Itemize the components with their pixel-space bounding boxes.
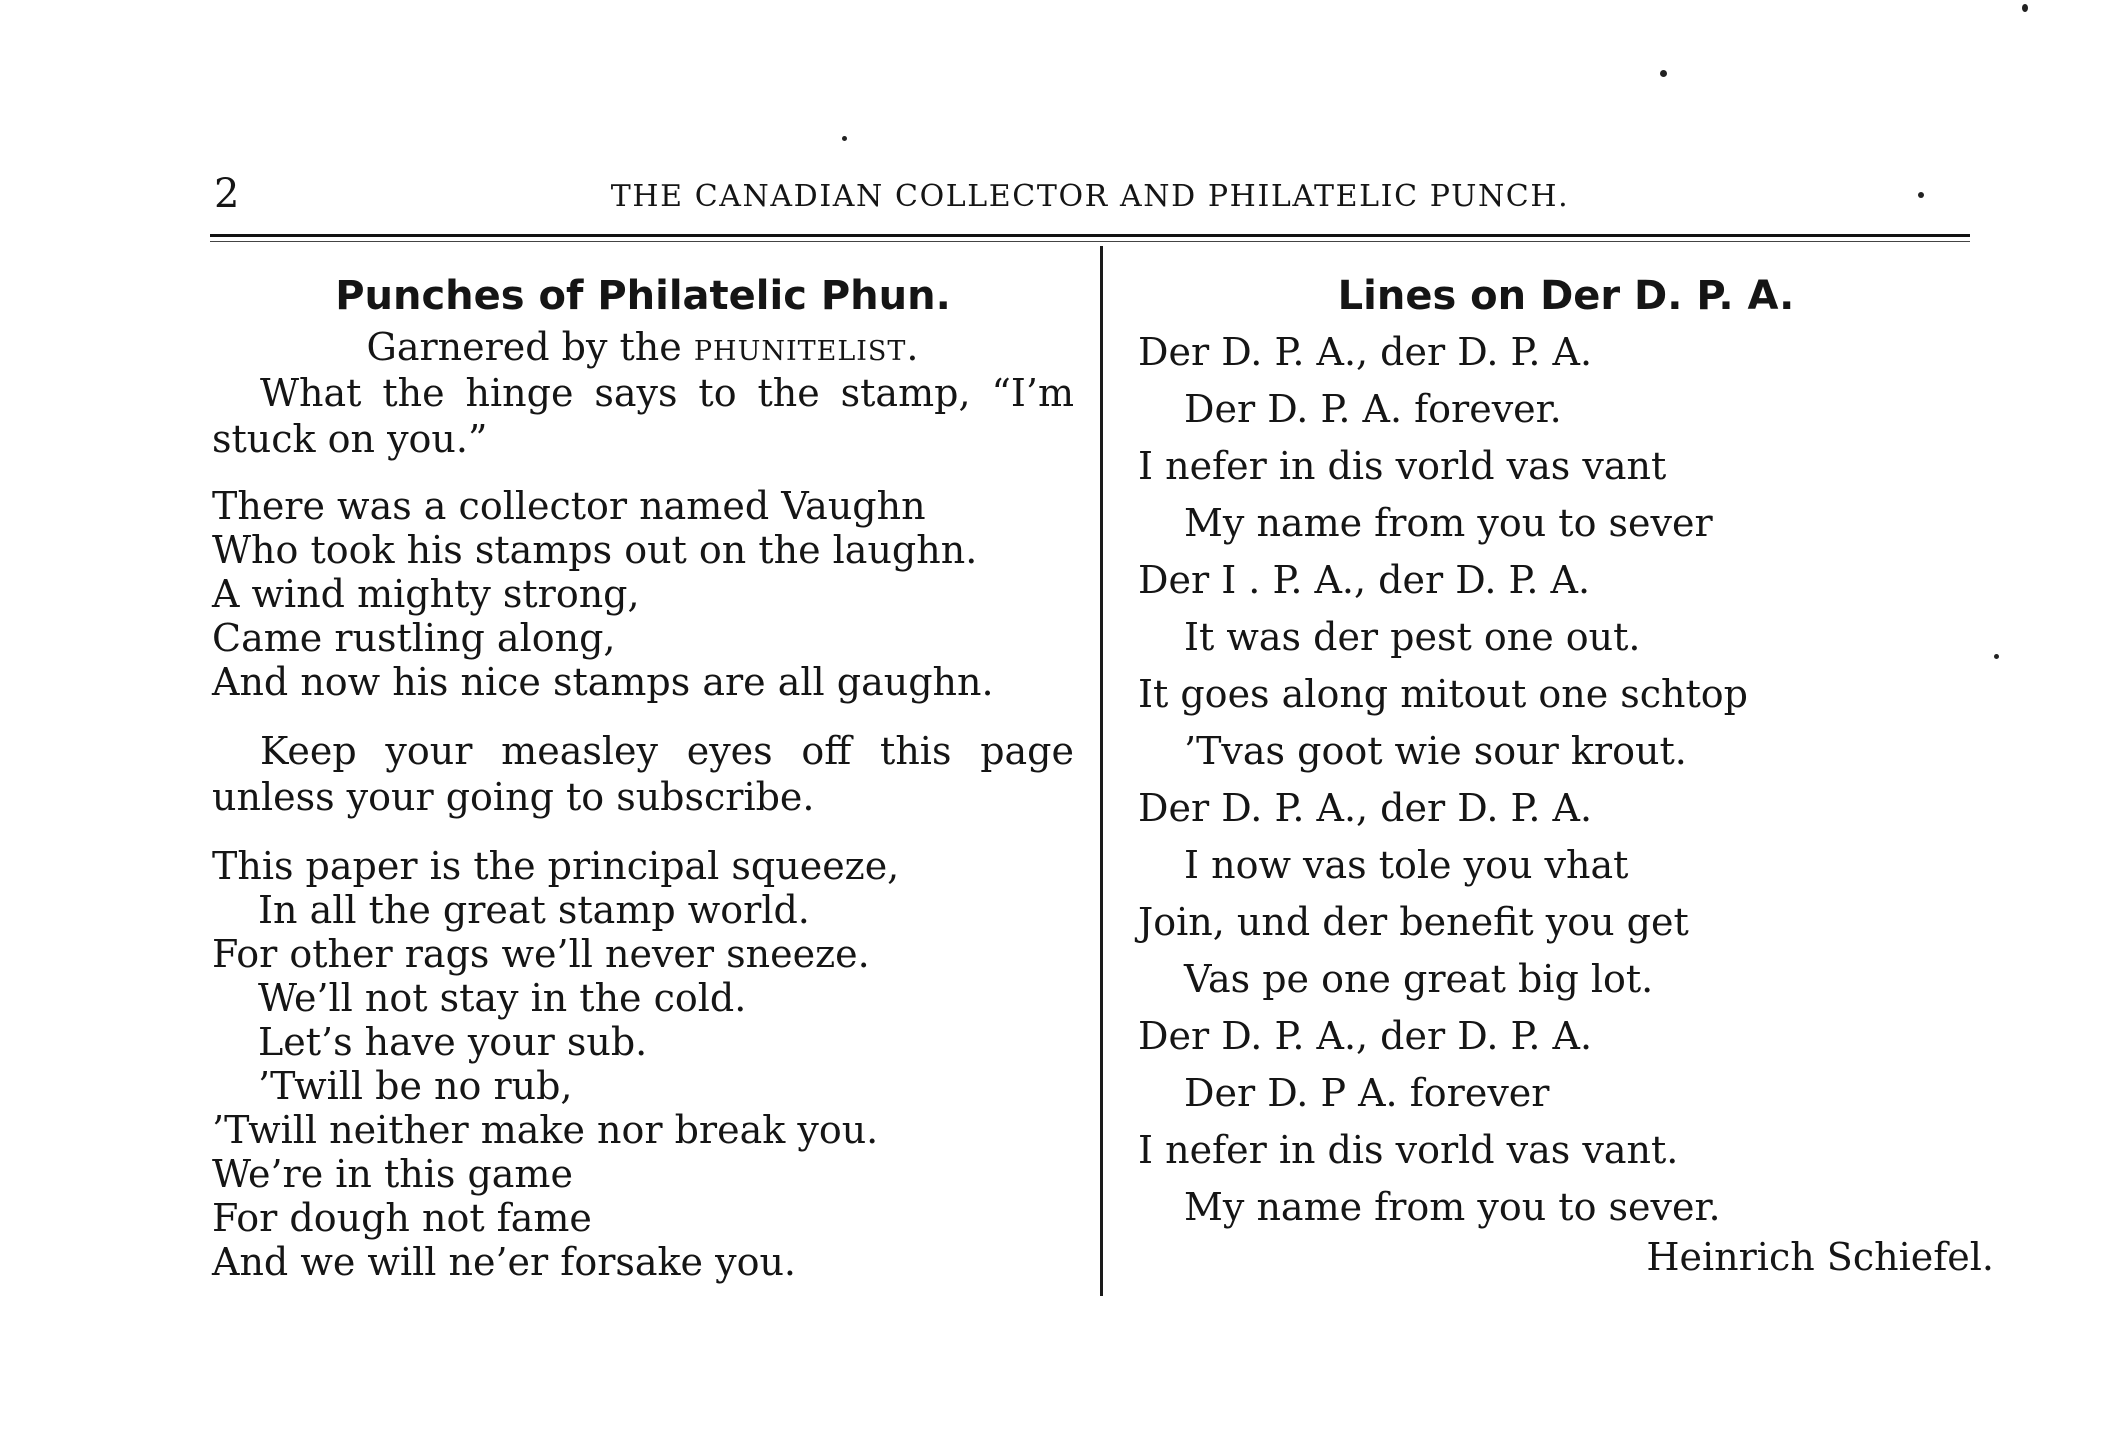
right-column (1138, 268, 1994, 1282)
left-column-title: Punches of Philatelic Phun. (335, 273, 951, 319)
intro-joke: What the hinge says to the stamp, “I’m stuck on you.” (212, 371, 1074, 461)
verse-line: Der D. P. A., der D. P. A. (1138, 330, 1593, 374)
stanza-2 (1138, 552, 1994, 780)
stanza-3 (1138, 780, 1994, 1008)
poem-line: For dough not fame (212, 1196, 592, 1240)
page-header (210, 168, 1970, 228)
verse-line: Der D. P A. forever (1184, 1071, 1550, 1115)
limerick (212, 484, 1074, 704)
poem-line: This paper is the principal squeeze, (212, 844, 900, 888)
scan-speck (2022, 4, 2028, 12)
verse-line: ’Tvas goot wie sour krout. (1184, 729, 1687, 773)
signature: Heinrich Schiefel. (1646, 1235, 1994, 1279)
limerick-line: A wind mighty strong, (212, 572, 640, 616)
stanza-4 (1138, 1008, 1994, 1236)
scan-speck (1660, 70, 1667, 77)
poem-line: We’ll not stay in the cold. (258, 976, 747, 1020)
stanza-1 (1138, 324, 1994, 552)
verse-line: I nefer in dis vorld vas vant (1138, 444, 1667, 488)
poem-line: Let’s have your sub. (258, 1020, 648, 1064)
subscribe-notice: Keep your measley eyes off this page unless your going to subscribe. (212, 729, 1074, 819)
scan-speck (842, 136, 847, 141)
poem-line: For other rags we’ll never sneeze. (212, 932, 870, 976)
verse-line: I nefer in dis vorld vas vant. (1138, 1128, 1679, 1172)
poem-line: ’Twill neither make nor break you. (212, 1108, 879, 1152)
poem-line: We’re in this game (212, 1152, 573, 1196)
limerick-line: And now his nice stamps are all gaughn. (212, 660, 994, 704)
verse-line: It was der pest one out. (1184, 615, 1641, 659)
verse-line: Der D. P. A., der D. P. A. (1138, 786, 1593, 830)
verse-line: Join, und der benefit you get (1138, 900, 1689, 944)
verse-line: It goes along mitout one schtop (1138, 672, 1749, 716)
left-column (212, 268, 1074, 1284)
poem-line: ’Twill be no rub, (258, 1064, 573, 1108)
verse-line: Der D. P. A. forever. (1184, 387, 1562, 431)
verse-line: Der I . P. A., der D. P. A. (1138, 558, 1591, 602)
poem-line: In all the great stamp world. (258, 888, 810, 932)
verse-line: My name from you to sever. (1184, 1185, 1721, 1229)
byline-prefix: Garnered by the (366, 325, 694, 369)
scan-speck (1918, 192, 1924, 198)
limerick-line: Came rustling along, (212, 616, 616, 660)
limerick-line: There was a collector named Vaughn (212, 484, 926, 528)
verse-line: Der D. P. A., der D. P. A. (1138, 1014, 1593, 1058)
header-rule-thin (210, 241, 1970, 242)
page-number: 2 (214, 171, 240, 217)
verse-line: My name from you to sever (1184, 501, 1713, 545)
column-divider (1100, 246, 1103, 1296)
verse-line: Vas pe one great big lot. (1184, 957, 1654, 1001)
byline-name: phunitelist. (693, 325, 920, 369)
limerick-line: Who took his stamps out on the laughn. (212, 528, 978, 572)
scan-speck (1994, 654, 1999, 659)
right-column-title: Lines on Der D. P. A. (1337, 273, 1795, 319)
header-rule (210, 234, 1970, 237)
verse-line: I now vas tole you vhat (1184, 843, 1629, 887)
running-title: THE CANADIAN COLLECTOR AND PHILATELIC PUNCH. (610, 179, 1570, 214)
subscription-poem (212, 844, 1074, 1284)
poem-line: And we will ne’er forsake you. (212, 1240, 797, 1284)
byline (212, 324, 1074, 370)
